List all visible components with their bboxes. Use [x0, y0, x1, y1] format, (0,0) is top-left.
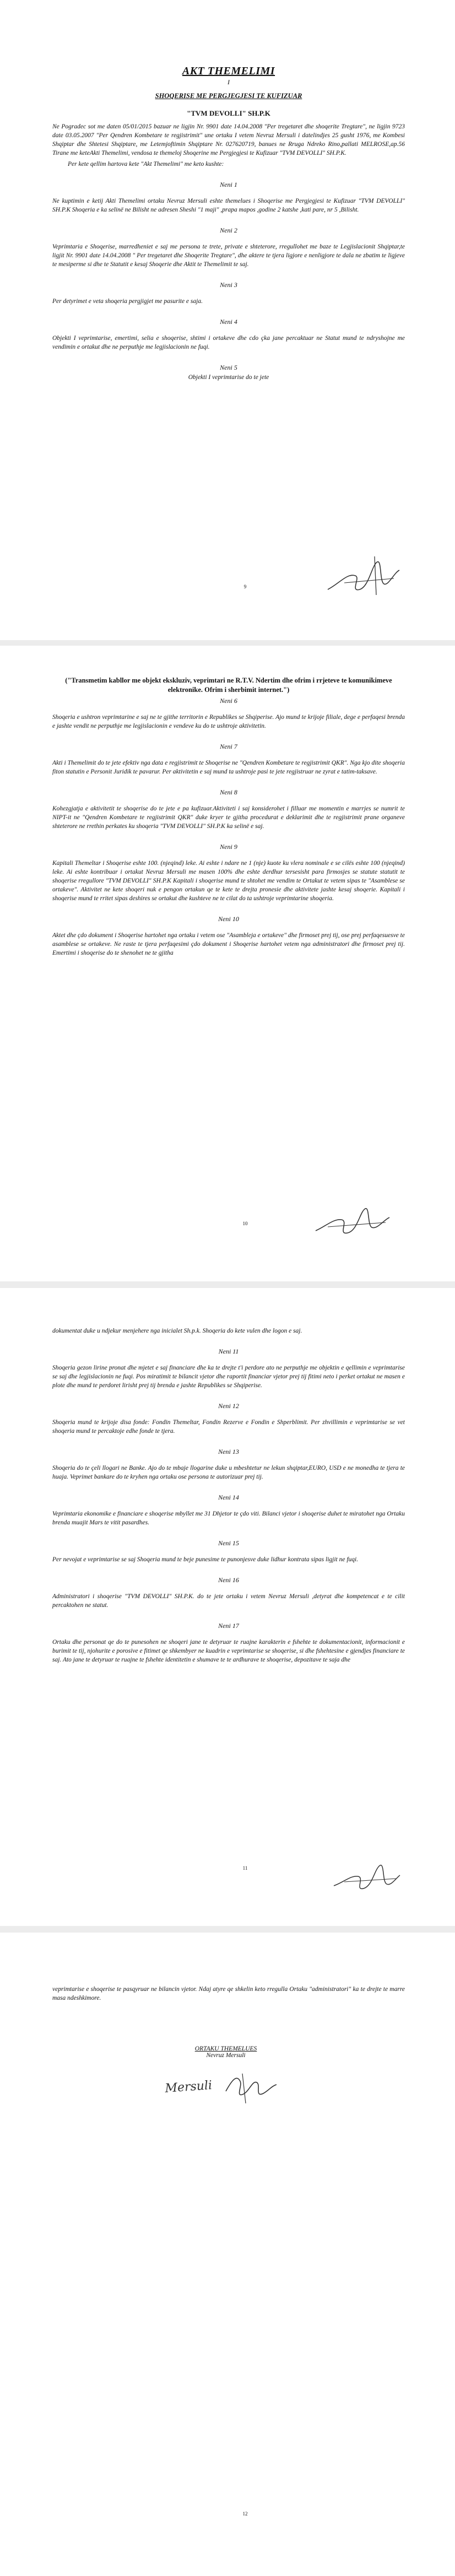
article-13-heading: Neni 13: [218, 1448, 239, 1455]
page-4-content: [52, 1985, 405, 2005]
article-9-text: Kapitali Themeltar i Shoqerise eshte 100. (njeqind) leke. Ai eshte i ndare ne 1 (nje) kuote ku vlera nominale e se cilës eshte 100 (njeqind) leke. Ai eshte kontribuar i ortakut Nevruz Mersuli me masen 100% dhe eshte derdhur tersesisht para firmosjes se statute statutit te shoqerise rregullore "TVM DEVOLLI" SH.P.K Kapitali i shoqerise mund te shtohet me vendim te Ortakut te vetem sipas te "Asamblese se ortakeve". Aktivitet ne kete shoqeri nuk e pengon ortakun qe te kete te drejta pronesie dhe aktivitete jashte kesaj shoqerie. Kapitali i shoqerise mund te rritet sipas deshires se ortakut dhe kushteve ne te cilat do ta ushtroje veprimtarine shoqeria.: [52, 860, 405, 902]
document-page-3: [0, 1288, 455, 1926]
intro-paragraph: Ne Pogradec sot me daten 05/01/2015 bazuar ne ligjin Nr. 9901 date 14.04.2008 "Per tregetaret dhe shoqerite Tregtare", ne ligjin 9723 date 03.05.2007 "Per Qendren Kombetare te regjistrimit" une ortaku I vetem Nevruz Mersuli i datelindjes 25 gusht 1976, me Kombesi Shqiptar dhe Shtetesi Shqiptare, me Letemjoftimin Shqiptare Nr. 027620719, banues ne Rruga Ndreko Rino,pallati MELROSE,ap.56 Tirane me keteAkti Themelimi, vendosa te themeloj Shoqerine me Pergjegjesi te Kufizuar "TVM DEVOLLI" SH.P.K.: [52, 123, 405, 156]
article-5-heading: Neni 5: [220, 364, 237, 371]
page-number: 10: [242, 1221, 248, 1226]
owner-signature-block: [165, 2045, 286, 2059]
article-11-heading: Neni 11: [218, 1347, 239, 1355]
owner-signature: [160, 2069, 281, 2108]
page-3-content: [52, 1327, 405, 1666]
document-subtitle: SHOQERISE ME PERGJEGJESI TE KUFIZUAR: [155, 92, 302, 100]
article-3-heading: Neni 3: [220, 281, 237, 289]
article-1-text: Ne kuptimin e ketij Akti Themelimi ortaku Nevruz Mersuli eshte themelues i Shoqerise me Pergjegjesi te Kufizuar "TVM DEVOLLI" SH.P.K Shoqeria e ka selinë ne Bilisht ne adresen Sheshi "1 maji" ,prapa mapos ,godine 2 katshe ,kati pare, nr 5 ,Bilisht.: [52, 198, 405, 213]
article-13-text: Shoqeria do te çeli llogari ne Banke. Ajo do te mbaje llogarine duke u mbeshtetur ne lekun shqiptar,EURO, USD e ne monedha te tjera te huaja. Veprimet bankare do te kryhen nga ortaku ose persona te autorizuar prej tij.: [52, 1465, 405, 1480]
page-separator: [0, 640, 455, 646]
article-5-text: Objekti I veprimtarise do te jete: [188, 374, 269, 381]
article-9-heading: Neni 9: [220, 843, 237, 851]
company-name: "TVM DEVOLLI" SH.P.K: [187, 109, 270, 117]
article-14-text: Veprimtaria ekonomike e financiare e shoqerise mbyllet me 31 Dhjetor te çdo viti. Bilanci vjetor i shoqerise duhet te miratohet nga Ortaku brenda muajit Mars te vitit pasardhes.: [52, 1511, 405, 1526]
document-page-4: [0, 1933, 455, 2576]
article-16-heading: Neni 16: [218, 1576, 239, 1584]
page-number: 12: [242, 2511, 248, 2517]
owner-name: Nevruz Mersuli: [206, 2052, 246, 2059]
business-object: ("Transmetim kabllor me objekt ekskluziv, veprimtari ne R.T.V. Ndertim dhe ofrim i rrjeteve te komunikimeve elektronike. Ofrim i sherbimit internet."): [65, 677, 392, 694]
article-14-heading: Neni 14: [218, 1493, 239, 1501]
signature-handwriting: Mersuli: [164, 2079, 213, 2096]
article-7-heading: Neni 7: [220, 743, 237, 750]
page-separator: [0, 1281, 455, 1288]
title-mark: I: [228, 78, 230, 86]
article-1-heading: Neni 1: [220, 181, 237, 188]
article-12-text: Shoqeria mund te krijoje disa fonde: Fondin Themeltar, Fondin Rezerve e Fondin e Shperblimit. Per zhvillimin e veprimtarise se vet shoqeria mund te percaktoje edhe fonde te tjera.: [52, 1419, 405, 1435]
article-15-heading: Neni 15: [218, 1539, 239, 1547]
intro-purpose: Per kete qellim hartova kete "Akt Themelimi" me keto kushte:: [68, 161, 224, 167]
article-6-heading: Neni 6: [220, 697, 237, 705]
article-8-text: Kohezgjatja e aktivitetit te shoqerise do te jete e pa kufizuar.Aktiviteti i saj konsiderohet i filluar me momentin e marrjes se numrit te NIPT-it ne "Qendren Kombetare te regjistrimit QKR" duke kryer te gjitha procedurat e deklarimit dhe te regjistrimit prane organeve shteterore ne rrethin perkates ku shoqeria "TVM DEVOLLI" SH.P.K ka selinë e saj.: [52, 805, 405, 830]
article-16-text: Administratori i shoqerise "TVM DEVOLLI" SH.P.K. do te jete ortaku i vetem Nevruz Mersuli ,detyrat dhe kompetencat e te cilit percaktohen ne statut.: [52, 1593, 405, 1609]
document-title: AKT THEMELIMI: [182, 65, 275, 77]
document-page-1: [0, 0, 455, 640]
signature-initials: [311, 1197, 394, 1246]
article-8-heading: Neni 8: [220, 788, 237, 796]
continued-text: dokumentat duke u ndjekur menjehere nga inicialet Sh.p.k. Shoqeria do kete vulen dhe logon e saj.: [52, 1328, 302, 1334]
signature-initials: [331, 1855, 402, 1899]
page-number: 9: [243, 584, 247, 589]
article-2-text: Veprimtaria e Shoqerise, marredheniet e saj me persona te trete, private e shteterore, rregullohet me baze te Legjislacionit Shqiptar,te ligjit Nr. 9901 date 14.04.2008 " Per tregetaret dhe Shoqerite Tregtare", dhe aktere te tjera ligjore e nenligjore te dala ne zbatim te ligjeve te mesiperme si dhe te Statutit e kesaj Shoqerie dhe Aktit te Themelimit te saj.: [52, 243, 405, 268]
page-2-content: [52, 676, 405, 960]
article-4-heading: Neni 4: [220, 318, 237, 326]
owner-label: ORTAKU THEMELUES: [194, 2045, 257, 2052]
article-15-text: Per nevojat e veprimtarise se saj Shoqeria mund te beje punesime te punonjesve duke lidhur kontrata sipas ligjit ne fuqi.: [52, 1556, 359, 1563]
article-12-heading: Neni 12: [218, 1402, 239, 1410]
article-10-heading: Neni 10: [218, 915, 239, 923]
article-7-text: Akti i Themelimit do te jete efektiv nga data e regjistrimit te Shoqerise ne "Qendren Kombetare te regjistrimit QKR". Nga kjo dite shoqeria fiton statutin e Personit Juridik te pavarur. Per aktivitetin e saj mund ta ushtroje pasi te jete regjistruar ne zyrat e tatim-taksave.: [52, 760, 405, 775]
closing-text: veprimtarise e shoqerise te pasqyruar ne bilancin vjetor. Ndaj atyre qe shkelin keto rregulla Ortaku "administratori" ka te drejte te marre masa ndeshkimore.: [52, 1986, 405, 2001]
page-separator: [0, 1926, 455, 1933]
article-10-text: Aktet dhe çdo dokument i Shoqerise hartohet nga ortaku i vetem ose "Asambleja e ortakeve" dhe firmoset prej tij, ose prej perfaqesuesve te asamblese se ortakeve. Ne raste te tjera perfaqesimi çdo dokument i Shoqerise hartohet vetem nga administratori dhe firmoset prej tij. Emertimi i shoqerise do te shenohet ne te gjitha: [52, 932, 405, 956]
signature-initials: [322, 551, 405, 600]
article-17-heading: Neni 17: [218, 1622, 239, 1630]
page-1-content: [52, 65, 405, 381]
article-11-text: Shoqeria gezon lirine pronat dhe mjetet e saj financiare dhe ka te drejte t'i perdore ato ne perputhje me objektin e qellimin e veprimtarise se saj dhe legjislacionin ne fuqi. Pos miratimit te bilancit vjetor dhe raportit financiar vjetor prej tij fitimi neto i perket ortakut ne masen e plote dhe mund te perdoret lirisht prej tij brenda e jashte Republikes se Shqiperise.: [52, 1365, 405, 1389]
article-17-text: Ortaku dhe personat qe do te punesohen ne shoqeri jane te detyruar te ruajne karakterin e fshehte te dokumentacionit, informacionit e burimit te tij, njohurite e porosive e fitimet qe shkembyer ne kuadrin e veprimtarise se shoqerise, si dhe fshehtesine e gjendjes financiare te saj. Ato jane te detyruar te ruajne te fshehte identitetin e shumave te te ardhurave te shoqerise, depozitave te saja dhe: [52, 1639, 405, 1663]
article-6-text: Shoqeria e ushtron veprimtarine e saj ne te gjithe territorin e Republikes se Shqiperise. Ajo mund te krijoje filiale, dege e perfaqesi brenda e jashte vendit ne perputhje me legjislacionin e vendeve ku do te ushtroje aktivitetin.: [52, 714, 405, 729]
article-2-heading: Neni 2: [220, 226, 237, 234]
article-4-text: Objekti I veprimtarise, emertimi, selia e shoqerise, shtimi i ortakeve dhe cdo çka jane percaktuar ne Statut mund te ndryshojne me vendimin e ortakut dhe ne perputhje me legjislacionin ne fuqi.: [52, 335, 405, 350]
document-page-2: [0, 646, 455, 1281]
article-3-text: Per detyrimet e veta shoqeria pergjigjet me pasurite e saja.: [52, 298, 203, 305]
page-number: 11: [242, 1865, 248, 1871]
